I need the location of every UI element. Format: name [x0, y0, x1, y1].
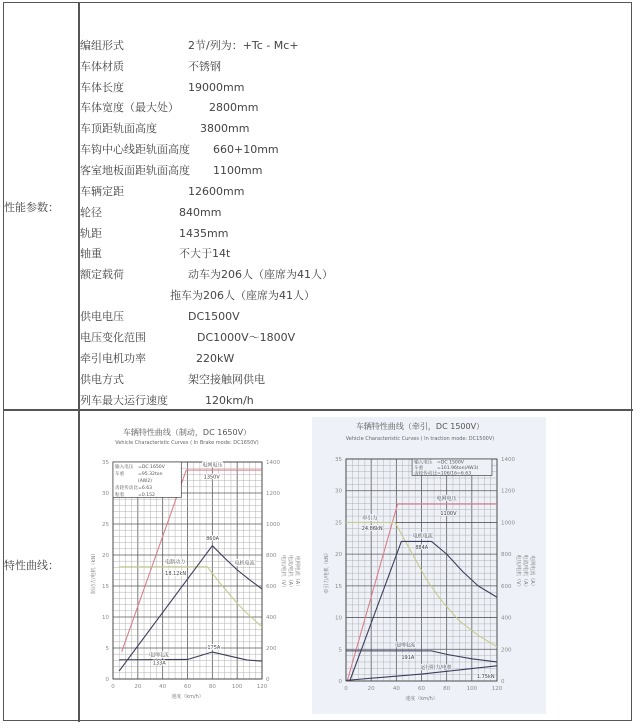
spec-value: 2800mm — [209, 101, 259, 114]
annotation-label: 电网电压 — [436, 496, 457, 503]
spec-row-gauge — [80, 227, 620, 241]
spec-label: 额定载荷 — [80, 268, 124, 281]
spec-value: 1435mm — [179, 227, 229, 240]
y-right-tick-label: 600 — [266, 584, 277, 590]
annotation-label: 191A — [401, 654, 415, 661]
y-tick-label: 35 — [102, 460, 109, 466]
info-line: 输入电压 =DC 1650V — [115, 464, 165, 470]
spec-row-rated-load — [80, 268, 620, 282]
x-tick-label: 40 — [392, 686, 400, 692]
spec-row-supply-voltage — [80, 310, 620, 324]
info-line: 齿轮传动比=106/16=6.63 — [414, 471, 472, 477]
brake-chart-title: 车辆特性曲线（制动，DC 1650V） — [122, 428, 252, 437]
spec-label: 编组形式 — [80, 39, 124, 52]
x-tick-label: 100 — [231, 684, 243, 690]
x-tick-label: 80 — [443, 686, 451, 692]
annotation-label: 电网电压 — [202, 462, 223, 469]
axis-ticks — [335, 457, 515, 692]
y-tick-label: 20 — [335, 552, 342, 559]
table-row-divider — [3, 409, 633, 411]
y-right-tick-label: 400 — [501, 615, 512, 622]
spec-value: 2节/列为：+Tc - Mc+ — [188, 39, 299, 52]
series-line — [119, 652, 262, 661]
spec-value: 架空接触网供电 — [188, 373, 265, 386]
spec-row-formation — [80, 39, 620, 53]
annotation-label: 884A — [415, 545, 429, 552]
info-line: 车重 =101.96ton(AW3) — [414, 465, 479, 471]
y-axis-label: 制动力/电机（kN） — [91, 550, 97, 595]
annotation-label: 1350V — [203, 474, 220, 481]
spec-row-roof-height — [80, 122, 620, 136]
performance-params-label: 性能参数： — [4, 201, 59, 214]
spec-value: DC1500V — [188, 310, 240, 323]
spec-value: 220kW — [196, 352, 235, 365]
traction-chart-subtitle: Vehicle Characteristic Curves ( In traction mode: DC1500V) — [345, 436, 495, 442]
spec-value: 1100mm — [213, 164, 263, 177]
y-right-tick-label: 1000 — [501, 520, 515, 527]
traction-chart-title: 车辆特性曲线（牵引，DC 1500V） — [355, 422, 485, 431]
spec-value: 拖车为206人（座席为41人） — [170, 289, 315, 302]
y-right-tick-label: 1400 — [501, 457, 515, 463]
x-tick-label: 120 — [256, 684, 268, 690]
spec-label: 供电电压 — [80, 310, 124, 323]
spec-label: 车顶距轨面高度 — [80, 122, 157, 135]
y-tick-label: 30 — [335, 488, 342, 495]
y-tick-label: 0 — [105, 677, 109, 683]
x-tick-label: 20 — [367, 686, 375, 692]
spec-row-axle-load — [80, 247, 620, 261]
y-tick-label: 15 — [335, 583, 342, 590]
spec-value: 3800mm — [200, 122, 250, 135]
y-right-tick-label: 0 — [501, 679, 505, 685]
annotation-label: 牵引力 — [362, 515, 378, 522]
y-tick-label: 35 — [335, 457, 342, 463]
annotation-label: 24.86kN — [361, 526, 383, 533]
chart-series — [119, 470, 262, 671]
y-right-tick-label: 1200 — [266, 491, 280, 497]
y-right-tick-label: 600 — [501, 583, 512, 590]
spec-label: 车钩中心线距轨面高度 — [80, 143, 190, 156]
y-tick-label: 5 — [338, 647, 342, 654]
y-tick-label: 30 — [102, 491, 109, 497]
annotation-label: 1.75kN — [476, 673, 495, 680]
spec-label: 牵引电机功率 — [80, 352, 146, 365]
y-right-axis-label: 电流/电机（A） — [287, 554, 293, 591]
annotation-label: 电机电流 — [412, 533, 433, 540]
spec-label: 车辆定距 — [80, 185, 124, 198]
annotation-label: 175A — [207, 645, 221, 652]
x-tick-label: 0 — [344, 686, 348, 692]
annotation-label: 18.12kN — [165, 570, 187, 577]
spec-label: 轮径 — [80, 206, 102, 219]
x-tick-label: 100 — [466, 686, 478, 692]
spec-row-voltage-range — [80, 331, 620, 345]
y-tick-label: 25 — [102, 522, 109, 528]
y-right-tick-label: 200 — [266, 646, 277, 652]
spec-label: 轴重 — [80, 247, 102, 260]
y-tick-label: 20 — [102, 553, 109, 559]
spec-label: 供电方式 — [80, 373, 124, 386]
x-tick-label: 120 — [491, 686, 503, 692]
annotation-label: 电网电流 — [395, 642, 416, 649]
spec-value: 840mm — [179, 206, 222, 219]
y-right-tick-label: 200 — [501, 647, 512, 654]
brake-chart-subtitle: Vehicle Characteristic Curves ( In Brake mode: DC1650V) — [115, 440, 259, 446]
spec-row-material — [80, 60, 620, 74]
annotation-label: 电网电流 — [149, 652, 170, 659]
info-line: 输入电压 =DC 1500V — [414, 460, 464, 466]
spec-value: 动车为206人（座席为41人） — [188, 268, 333, 281]
annotation-label: 电机电流 — [234, 560, 255, 567]
spec-row-floor-height — [80, 164, 620, 178]
spec-row-bogie-distance — [80, 185, 620, 199]
x-tick-label: 20 — [134, 684, 142, 690]
spec-label: 车体材质 — [80, 60, 124, 73]
spec-label: 客室地板面距轨面高度 — [80, 164, 190, 177]
spec-row-wheel-diameter — [80, 206, 620, 220]
characteristic-curves-label: 特性曲线： — [4, 559, 59, 572]
y-tick-label: 15 — [102, 584, 109, 590]
y-right-tick-label: 800 — [501, 552, 512, 559]
x-tick-label: 80 — [208, 684, 216, 690]
spec-value: 不锈钢 — [188, 60, 221, 73]
annotation-label: 电制动力 — [165, 559, 186, 566]
spec-label: 电压变化范围 — [80, 331, 146, 344]
y-right-tick-label: 800 — [266, 553, 277, 559]
spec-label: 车体宽度（最大处） — [80, 101, 179, 114]
info-box — [412, 458, 492, 476]
y-tick-label: 10 — [335, 615, 342, 622]
x-tick-label: 40 — [159, 684, 167, 690]
annotation-label: 运行阻力/电机 — [420, 664, 452, 671]
spec-row-coupler-height — [80, 143, 620, 157]
spec-row-rated-load-trailer — [80, 289, 620, 303]
x-tick-label: 60 — [418, 686, 425, 692]
y-right-tick-label: 400 — [266, 615, 277, 621]
info-box — [113, 462, 181, 498]
x-axis-label: 速度（km/h） — [405, 696, 438, 702]
y-axis-label: 牵引力/电机（kN） — [324, 550, 330, 594]
spec-value: DC1000V～1800V — [197, 331, 296, 344]
spec-label: 轨距 — [80, 227, 102, 240]
y-tick-label: 10 — [102, 615, 109, 621]
x-tick-label: 0 — [111, 684, 115, 690]
spec-label: 列车最大运行速度 — [80, 394, 168, 407]
x-tick-label: 60 — [184, 684, 191, 690]
spec-value: 12600mm — [188, 185, 245, 198]
brake-characteristic-chart — [88, 417, 302, 714]
annotation-label: 1100V — [440, 510, 457, 517]
info-line: 粘着 =0.152 — [115, 493, 155, 499]
annotation-label: 133A — [152, 660, 166, 667]
y-right-tick-label: 1400 — [266, 460, 280, 466]
y-right-axis-label: 电网电流（A） — [294, 555, 300, 590]
traction-characteristic-chart — [312, 417, 546, 714]
spec-row-motor-power — [80, 352, 620, 366]
spec-value: 660+10mm — [213, 143, 279, 156]
y-right-axis-label: 电网电流（A） — [529, 555, 535, 589]
y-right-axis-label: 电压/电机（V） — [515, 554, 521, 590]
spec-value: 19000mm — [188, 81, 245, 94]
spec-row-supply-method — [80, 373, 620, 387]
y-right-axis-label: 电流/电机（A） — [522, 554, 528, 590]
y-right-tick-label: 1200 — [501, 488, 515, 495]
x-axis-label: 速度（km/h） — [171, 694, 204, 700]
spec-label: 车体长度 — [80, 81, 124, 94]
spec-value: 不大于14t — [179, 247, 231, 260]
annotation-label: 860A — [206, 536, 220, 543]
info-line: 车重 =95.32ton — [115, 471, 163, 477]
y-right-tick-label: 0 — [266, 677, 270, 683]
y-tick-label: 0 — [338, 679, 342, 685]
info-line: (AW2) — [115, 479, 152, 485]
info-line: 齿轮传动比=6.63 — [115, 486, 153, 492]
y-right-axis-label: 电压/电机（V） — [280, 554, 286, 591]
spec-row-width — [80, 101, 620, 115]
y-right-tick-label: 1000 — [266, 522, 280, 528]
spec-row-length — [80, 81, 620, 95]
y-tick-label: 25 — [335, 520, 342, 527]
y-tick-label: 5 — [105, 646, 109, 652]
spec-value: 120km/h — [205, 394, 254, 407]
spec-row-max-speed — [80, 394, 620, 408]
